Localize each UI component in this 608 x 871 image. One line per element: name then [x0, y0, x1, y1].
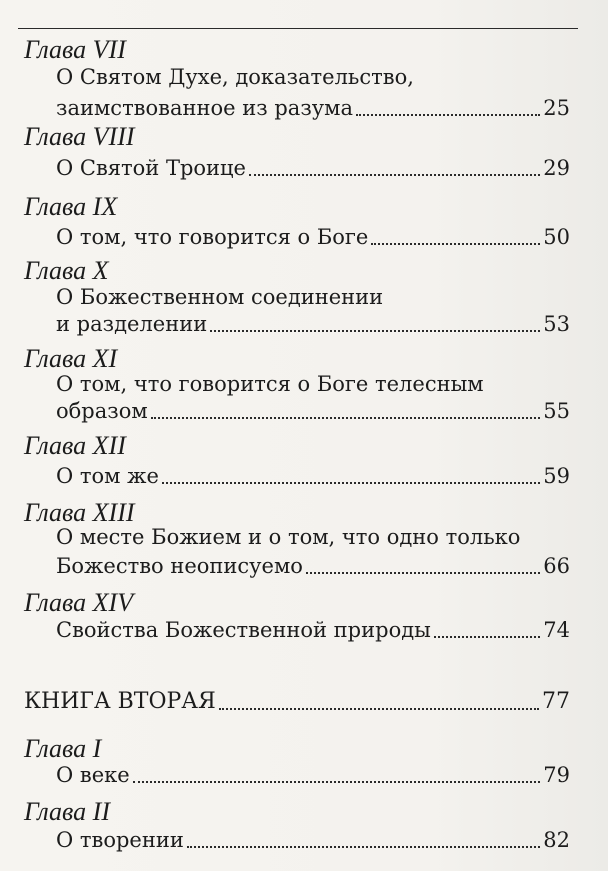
dot-leader — [434, 636, 540, 638]
page-number: 50 — [543, 225, 570, 249]
chapter-label: Глава XIV — [24, 588, 134, 617]
dot-leader — [371, 243, 540, 245]
dot-leader — [187, 846, 540, 848]
chapter-title-line: О том, что говорится о Боге телесным — [56, 372, 484, 396]
page-number: 59 — [543, 464, 570, 488]
chapter-title-line: и разделении — [56, 312, 208, 336]
book-title: КНИГА ВТОРАЯ — [24, 689, 216, 714]
toc-line[interactable] — [56, 549, 570, 577]
page-number: 55 — [543, 399, 570, 423]
dot-leader — [133, 781, 541, 783]
chapter-label: Глава XII — [24, 431, 126, 460]
dot-leader — [249, 174, 540, 176]
chapter-title-line: О том, что говорится о Боге — [56, 225, 369, 249]
toc-line[interactable] — [56, 459, 570, 487]
chapter-label: Глава VII — [24, 35, 126, 64]
page-number: 79 — [543, 763, 570, 787]
toc-line[interactable] — [56, 220, 570, 248]
page-number: 82 — [543, 828, 570, 852]
dot-leader — [162, 482, 540, 484]
toc-line[interactable] — [56, 394, 570, 422]
toc-line[interactable] — [56, 91, 570, 119]
page-number: 53 — [543, 312, 570, 336]
chapter-title-line: О месте Божием и о том, что одно только — [56, 525, 521, 549]
toc-line[interactable] — [56, 758, 570, 786]
chapter-title-line: О том же — [56, 464, 159, 488]
chapter-label: Глава XI — [24, 344, 118, 373]
chapter-label: Глава XIII — [24, 498, 135, 527]
page-number: 77 — [542, 689, 570, 714]
dot-leader — [151, 417, 541, 419]
chapter-title-line: О Святой Троице — [56, 156, 246, 180]
toc-line[interactable] — [56, 613, 570, 641]
chapter-title-line: образом — [56, 399, 148, 423]
dot-leader — [219, 708, 539, 710]
chapter-label: Глава VIII — [24, 122, 135, 151]
chapter-title-line: О Святом Духе, доказательство, — [56, 65, 414, 89]
chapter-label: Глава I — [24, 734, 102, 763]
chapter-label: Глава IX — [24, 192, 118, 221]
page-number: 29 — [543, 156, 570, 180]
dot-leader — [356, 114, 540, 116]
toc-line[interactable] — [56, 307, 570, 335]
chapter-title-line: Божество неописуемо — [56, 554, 303, 578]
page-number: 25 — [543, 96, 570, 120]
toc-line[interactable] — [56, 823, 570, 851]
page-number: 66 — [543, 554, 570, 578]
dot-leader — [210, 330, 540, 332]
chapter-title-line: О Божественном соединении — [56, 285, 384, 309]
chapter-label: Глава X — [24, 256, 109, 285]
dot-leader — [306, 572, 540, 574]
toc-line[interactable] — [56, 151, 570, 179]
top-rule — [18, 28, 578, 29]
book-heading[interactable] — [24, 685, 570, 713]
chapter-title-line: О творении — [56, 828, 184, 852]
chapter-title-line: О веке — [56, 763, 130, 787]
chapter-title-line: заимствованное из разума — [56, 96, 353, 120]
chapter-label: Глава II — [24, 797, 110, 826]
chapter-title-line: Свойства Божественной природы — [56, 618, 431, 642]
page-number: 74 — [543, 618, 570, 642]
